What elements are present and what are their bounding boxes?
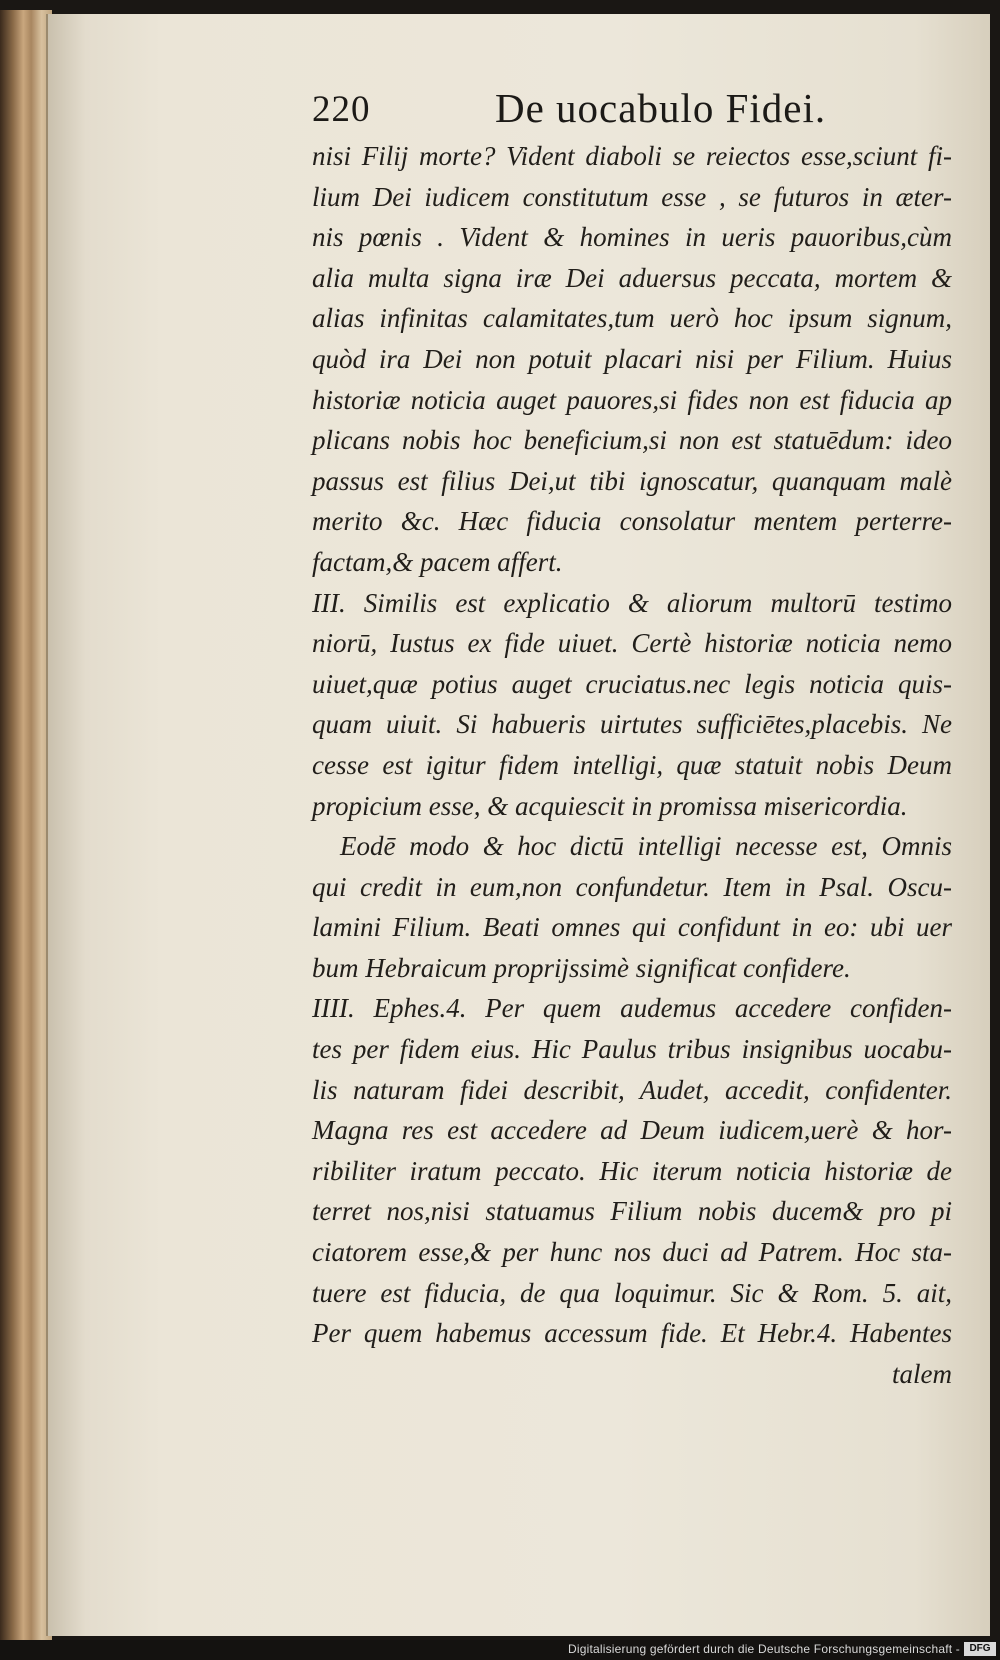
text-line: factam,& pacem affert. — [312, 546, 563, 577]
text-line: tes per fidem eius. Hic Paulus tribus insignibus uocabu- — [312, 1034, 952, 1065]
text-line: quòd ira Dei non potuit placari nisi per Filium. Huius — [312, 343, 952, 374]
text-line: III. Similis est explicatio & aliorum multorū testimo — [312, 587, 952, 618]
running-title: De uocabulo Fidei. — [495, 85, 827, 131]
text-line: lis naturam fidei describit, Audet, accedit, confidenter. — [312, 1074, 952, 1105]
text-line: passus est filius Dei,ut tibi ignoscatur, quanquam malè — [312, 465, 952, 496]
book-edge — [0, 10, 52, 1640]
text-line: Magna res est accedere ad Deum iudicem,uerè & hor- — [312, 1115, 952, 1146]
text-line: Per quem habemus accessum fide. Et Hebr.4. Habentes — [312, 1318, 952, 1349]
text-line: quam uiuit. Si habueris uirtutes sufficiētes,placebis. Ne — [312, 709, 952, 740]
text-line: historiæ noticia auget pauores,si fides non est fiducia ap — [312, 384, 952, 415]
catchword: talem — [892, 1358, 952, 1389]
running-head — [312, 84, 922, 138]
text-line: alias infinitas calamitates,tum uerò hoc ipsum signum, — [312, 303, 952, 334]
text-line: lamini Filium. Beati omnes qui confidunt in eo: ubi uer — [312, 912, 952, 943]
text-line: ribiliter iratum peccato. Hic iterum noticia historiæ de — [312, 1155, 952, 1186]
text-line: lium Dei iudicem constitutum esse , se futuros in æter- — [312, 181, 952, 212]
page-number: 220 — [312, 89, 371, 130]
text-line: bum Hebraicum proprijssimè significat confidere. — [312, 952, 851, 983]
text-line: tuere est fiducia, de qua loquimur. Sic & Rom. 5. ait, — [312, 1277, 952, 1308]
text-line: nis pœnis . Vident & homines in ueris pauoribus,cùm — [312, 222, 952, 253]
text-line: merito &c. Hæc fiducia consolatur mentem perterre- — [312, 506, 952, 537]
text-line: Eodē modo & hoc dictū intelligi necesse est, Omnis — [340, 831, 952, 862]
footer-bar — [0, 1640, 1000, 1660]
dfg-logo: DFG — [964, 1642, 996, 1656]
text-line: terret nos,nisi statuamus Filium nobis ducem& pro pi — [312, 1196, 952, 1227]
text-line: ciatorem esse,& per hunc nos duci ad Patrem. Hoc sta- — [312, 1237, 952, 1268]
text-line: alia multa signa iræ Dei aduersus peccata, mortem & — [312, 262, 952, 293]
funding-credit: Digitalisierung gefördert durch die Deutsche Forschungsgemeinschaft - — [568, 1642, 960, 1656]
text-line: nisi Filij morte? Vident diaboli se reiectos esse,sciunt fi- — [312, 141, 952, 171]
text-line: qui credit in eum,non confundetur. Item in Psal. Oscu- — [312, 871, 952, 902]
text-line: niorū, Iustus ex fide uiuet. Certè historiæ noticia nemo — [312, 628, 952, 659]
text-line: cesse est igitur fidem intelligi, quæ statuit nobis Deum — [312, 749, 952, 780]
text-line: IIII. Ephes.4. Per quem audemus accedere confiden- — [312, 993, 952, 1024]
text-line: propicium esse, & acquiescit in promissa misericordia. — [312, 790, 908, 821]
body-text — [312, 136, 952, 1394]
text-line: uiuet,quæ potius auget cruciatus.nec legis noticia quis- — [312, 668, 952, 699]
text-line: plicans nobis hoc beneficium,si non est statuēdum: ideo — [312, 425, 952, 456]
